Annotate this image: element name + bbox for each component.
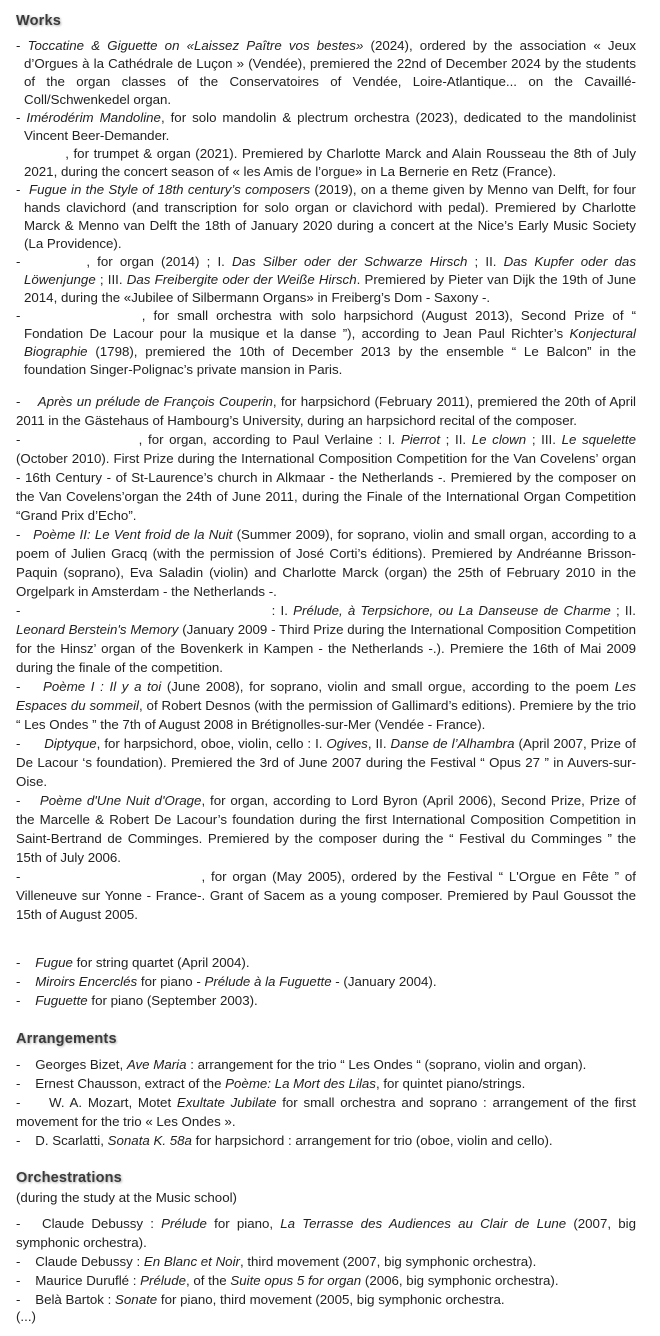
arrangement-item xyxy=(16,1131,636,1150)
work-details: (June 2008), for soprano, violin and small orgue, according to the poem Les Espaces du sommeil, of Robert Desnos (with the permission of Gallimard’s editions). Premiere by the trio “ Les Ondes ” the 7th of August 2008 in Brétignolles-sur-Mer (Vendée - France). xyxy=(16,679,637,732)
work-title: Diptyque xyxy=(44,736,97,751)
item-text: Georges Bizet, Ave Maria : arrangement for the trio “ Les Ondes “ (soprano, violin and organ). xyxy=(35,1057,587,1072)
orchestration-item xyxy=(16,1214,636,1252)
work-item xyxy=(16,791,636,867)
work-details: , for solo mandolin & plectrum orchestra (2023), dedicated to the mandolinist Vincent Beer-Demander. xyxy=(24,110,636,143)
work-title: Fugue xyxy=(35,955,73,970)
bullet: - xyxy=(16,1254,36,1269)
work-item xyxy=(16,109,636,145)
works-list-flat xyxy=(16,392,636,924)
work-item xyxy=(16,601,636,677)
orchestration-item xyxy=(16,1290,636,1309)
work-details: for string quartet (April 2004). xyxy=(72,955,250,970)
work-item xyxy=(16,972,636,991)
bullet: - xyxy=(16,527,34,542)
bullet: - xyxy=(16,308,21,323)
work-details: for piano - Prélude à la Fuguette - (January 2004). xyxy=(137,974,437,989)
bullet: - xyxy=(16,254,21,269)
blank-title xyxy=(20,307,141,325)
work-details: (Summer 2009), for soprano, violin and small organ, according to a poem of Julien Gracq (with the permission of José Corti’s éditions). Premiered by Andréanne Brisson-Paquin (soprano), Eva Saladin (violin) and Charlotte Marck (organ) the 25th of February 2010 in the Orgelpark in Amsterdam - the Netherlands -. xyxy=(16,527,636,599)
work-item xyxy=(16,677,636,734)
work-details: , for organ (May 2005), ordered by the Festival “ L'Orgue en Fête ” of Villeneuve sur Yonne - France-. Grant of Sacem as a young composer. Premiered by Paul Goussot the 15th of August 2005. xyxy=(16,869,636,922)
work-item xyxy=(16,734,636,791)
bullet: - xyxy=(16,1057,36,1072)
bullet: - xyxy=(16,603,21,618)
work-details: , for trumpet & organ (2021). Premiered by Charlotte Marck and Alain Rousseau the 8th of July 2021, during the concert season of « les Amis de l’orgue» in La Bernerie en Retz (France). xyxy=(24,146,636,179)
arrangements-list xyxy=(16,1055,636,1150)
bullet: - xyxy=(16,394,38,409)
work-title: Fugue in the Style of 18th century’s composers xyxy=(29,182,311,197)
works-list-short xyxy=(16,953,636,1010)
work-title: Miroirs Encerclés xyxy=(35,974,138,989)
work-title: Imérodérim Mandoline xyxy=(26,110,161,125)
orchestration-item xyxy=(16,1271,636,1290)
item-text: D. Scarlatti, Sonata K. 58a for harpsichord : arrangement for trio (oboe, violin and cello). xyxy=(35,1133,553,1148)
work-details: , for harpsichord, oboe, violin, cello : I. Ogives, II. Danse de l’Alhambra (April 2007, Prize of De Lacour ‘s foundation). Premiered the 3rd of June 2007 during the Festival “ Opus 27 ” in Auvers-sur-Oise. xyxy=(16,736,637,789)
orchestration-item xyxy=(16,1252,636,1271)
bullet: - xyxy=(16,182,30,197)
work-item xyxy=(16,253,636,307)
bullet: - xyxy=(16,1095,50,1110)
bullet: - xyxy=(16,974,36,989)
work-item xyxy=(16,307,636,379)
work-title: Fuguette xyxy=(35,993,88,1008)
bullet: - xyxy=(16,110,27,125)
bullet: - xyxy=(16,955,36,970)
orchestrations-heading: Orchestrations xyxy=(16,1170,122,1186)
blank-title xyxy=(20,867,201,886)
work-details: , for small orchestra with solo harpsichord (August 2013), Second Prize of “ Fondation De Lacour pour la musique et la danse ”), according to Jean Paul Richter’s Konjectural Biographie (1798), premiered the 10th of December 2013 by the ensemble “ Le Balcon” in the foundation Singer-Polignac’s private mansion in Paris. xyxy=(24,308,636,377)
work-item xyxy=(16,145,636,181)
work-details: , for harpsichord (February 2011), premiered the 20th of April 2011 in the Gästehaus of Hambourg’s University, during an harpsichord recital of the composer. xyxy=(16,394,636,428)
orchestrations-ellipsis: (...) xyxy=(16,1309,36,1324)
bullet: - xyxy=(16,1292,36,1307)
work-details: (2019), on a theme given by Menno van Delft, for four hands clavichord (and transcription for solo organ or clavichord with pedal). Premiered by Charlotte Marck & Menno van Delft the 18th of January 2020 during a concert at the Nice’s Early Music Society (La Providence). xyxy=(24,182,636,251)
works-list-hanging xyxy=(16,37,636,379)
bullet: - xyxy=(16,432,21,447)
item-text: Claude Debussy : En Blanc et Noir, third movement (2007, big symphonic orchestra). xyxy=(35,1254,537,1269)
arrangements-heading: Arrangements xyxy=(16,1031,117,1047)
bullet: - xyxy=(16,1076,36,1091)
work-title: Poème II: Le Vent froid de la Nuit xyxy=(33,527,233,542)
item-text: Ernest Chausson, extract of the Poème: La Mort des Lilas, for quintet piano/strings. xyxy=(35,1076,526,1091)
work-details: , for organ (2014) ; I. Das Silber oder der Schwarze Hirsch ; II. Das Kupfer oder das Löwenjunge ; III. Das Freibergite oder der Weiße Hirsch. Premiered by Pieter van Dijk the 19th of June 2014, during the «Jubilee of Silbermann Organs» in Freiberg’s Dom - Saxony -. xyxy=(24,254,637,305)
work-title: Toccatine & Giguette on «Laissez Paître vos bestes» xyxy=(27,38,364,53)
bullet: - xyxy=(16,38,28,53)
work-details: for piano (September 2003). xyxy=(87,993,258,1008)
item-text: Maurice Duruflé : Prélude, of the Suite opus 5 for organ (2006, big symphonic orchestra). xyxy=(35,1273,559,1288)
blank-title xyxy=(25,145,65,163)
work-details: , for organ, according to Paul Verlaine : I. Pierrot ; II. Le clown ; III. Le squelette (October 2010). First Prize during the International Composition Competition for the Van Covelens’ organ - 16th Century - of St-Laurence’s church in Alkmaar - the Netherlands -. Premiered by the composer on the Van Covelens’organ the 24th of June 2011, during the Finale of the International Organ Competition “Grand Prix d’Echo”. xyxy=(16,432,636,523)
bullet: - xyxy=(16,993,36,1008)
work-item xyxy=(16,37,636,109)
work-item xyxy=(16,525,636,601)
blank-title xyxy=(20,253,86,271)
bullet: - xyxy=(16,869,21,884)
work-details: : I. Prélude, à Terpsichore, ou La Danseuse de Charme ; II. Leonard Berstein's Memory (January 2009 - Third Prize during the International Composition Competition for the Hinsz’ organ of the Bovenkerk in Kampen - the Netherlands -.). Premiere the 16th of Mai 2009 during the finale of the competition. xyxy=(16,603,636,675)
arrangement-item xyxy=(16,1055,636,1074)
work-item xyxy=(16,181,636,253)
bullet: - xyxy=(16,1273,36,1288)
work-item xyxy=(16,991,636,1010)
bullet: - xyxy=(16,736,45,751)
orchestrations-list xyxy=(16,1214,636,1309)
work-title: Poème I : Il y a toi xyxy=(43,679,162,694)
works-heading: Works xyxy=(16,13,62,29)
work-title: Après un prélude de François Couperin xyxy=(37,394,273,409)
work-item xyxy=(16,430,636,525)
bullet: - xyxy=(16,679,44,694)
bullet: - xyxy=(16,1216,42,1231)
arrangement-item xyxy=(16,1074,636,1093)
item-text: W. A. Mozart, Motet Exultate Jubilate for small orchestra and soprano : arrangement of the first movement for the trio « Les Ondes ». xyxy=(16,1095,636,1129)
work-item xyxy=(16,953,636,972)
orchestrations-subtitle: (during the study at the Music school) xyxy=(16,1190,237,1205)
bullet: - xyxy=(16,1133,36,1148)
work-details: (2024), ordered by the association « Jeux d’Orgues à la Cathédrale de Luçon » (Vendée), premiered the 22nd of December 2024 by the students of the organ classes of the Conservatoires of Vendée, Loire-Atlantique... on the Cavaillé-Coll/Schwenkedel organ. xyxy=(24,38,637,107)
blank-title xyxy=(20,601,271,620)
work-item xyxy=(16,392,636,430)
work-details: , for organ, according to Lord Byron (April 2006), Second Prize, Prize of the Marcelle & Robert De Lacour’s foundation during the first International Composition Competition in Saint-Bertrand de Comminges. Premiered by the composer during the “ Festival du Comminges ” the 15th of July 2006. xyxy=(16,793,636,865)
arrangement-item xyxy=(16,1093,636,1131)
work-item xyxy=(16,867,636,924)
blank-title xyxy=(20,430,138,449)
work-title: Poème d'Une Nuit d'Orage xyxy=(39,793,202,808)
item-text: Belà Bartok : Sonate for piano, third movement (2005, big symphonic orchestra. xyxy=(35,1292,505,1307)
item-text: Claude Debussy : Prélude for piano, La Terrasse des Audiences au Clair de Lune (2007, big symphonic orchestra). xyxy=(16,1216,636,1250)
bullet: - xyxy=(16,793,40,808)
